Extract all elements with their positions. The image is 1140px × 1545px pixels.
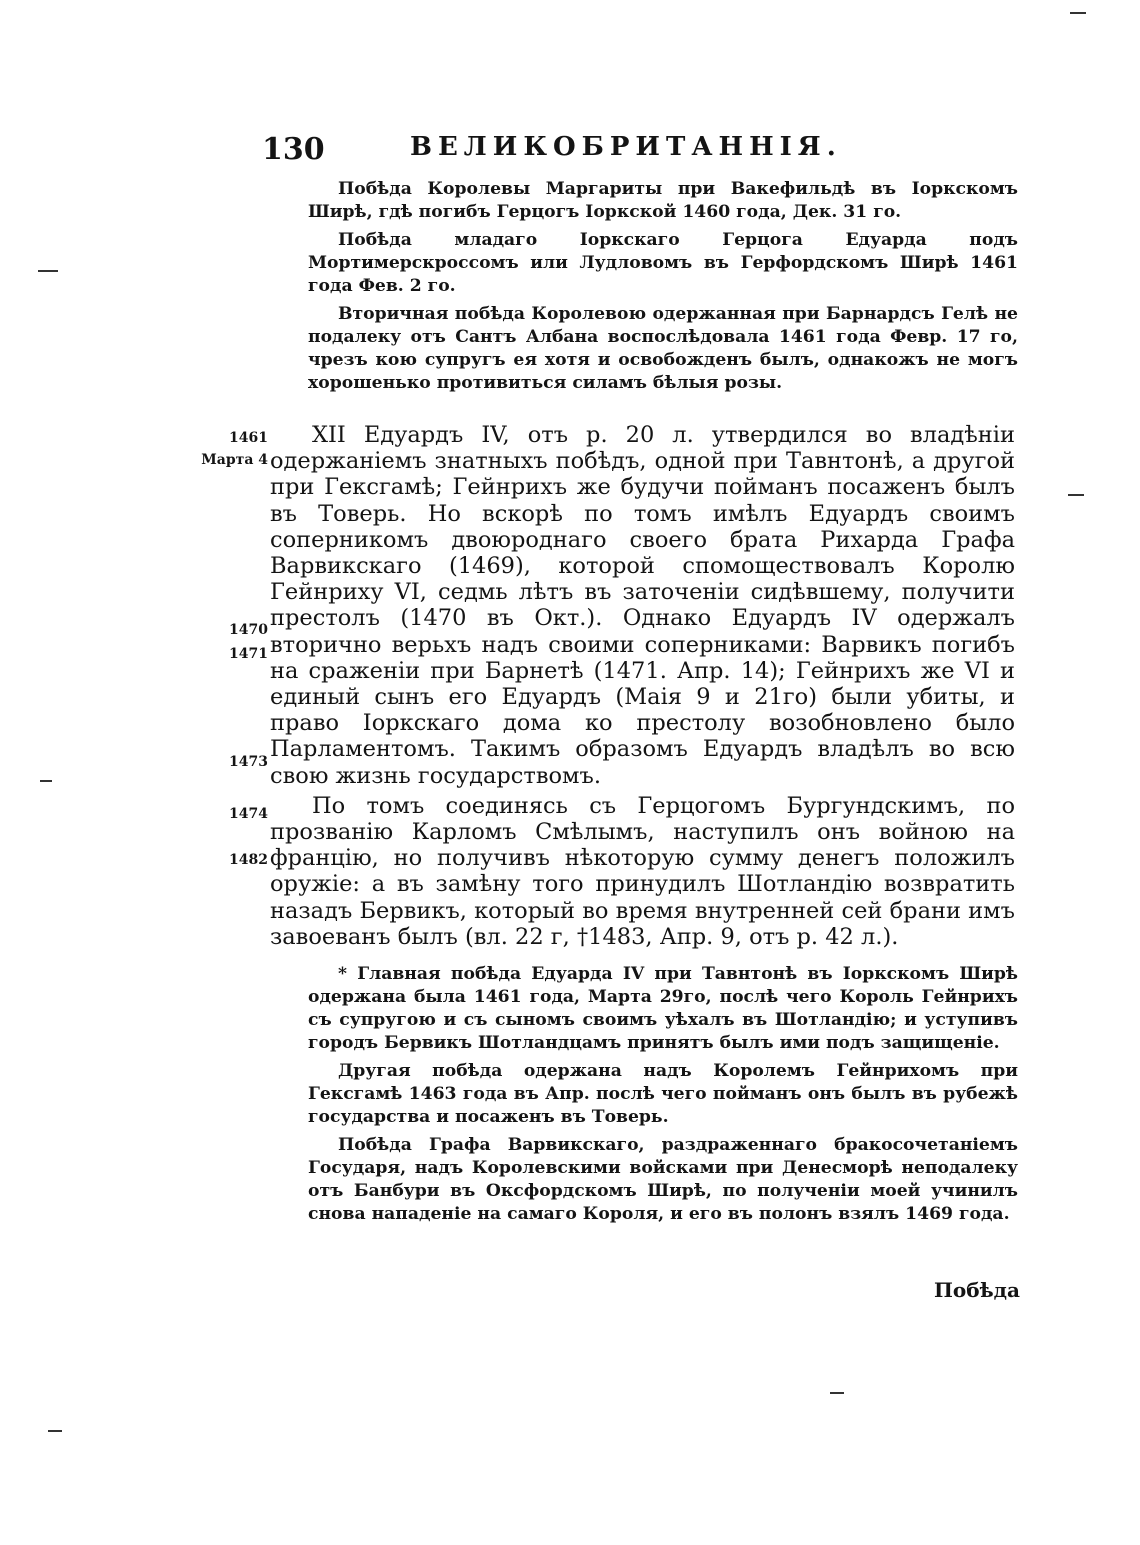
margin-year: 1473	[229, 754, 268, 770]
catchword: Побѣда	[934, 1278, 1020, 1302]
margin-year: 1474	[229, 806, 268, 822]
main-paragraph: По томъ соединясь съ Герцогомъ Бургундскимъ, по прозванію Карломъ Смѣлымъ, наступилъ онъ войною на францію, но получивъ нѣкоторую сумму денегъ положилъ оружіе: а въ замѣну того принудилъ Шотландію возвратить назадъ Бервикъ, который во время внутренней сей брани имъ завоеванъ былъ (вл. 22 г, †1483, Апр. 9, отъ р. 42 л.).	[270, 792, 1015, 950]
margin-year: 1471	[229, 646, 268, 662]
note-paragraph: Побѣда Графа Варвикскаго, раздраженнаго бракосочетаніемъ Государя, надъ Королевскими войсками при Денесморѣ неподалеку отъ Банбури въ Оксфордскомъ Ширѣ, по полученіи моей учинилъ снова нападеніе на самаго Короля, и его въ полонъ взялъ 1469 года.	[308, 1135, 1018, 1224]
margin-year: 1470	[229, 622, 268, 638]
footnotes-top	[308, 178, 1018, 400]
main-text	[270, 422, 1015, 954]
scan-speck	[38, 270, 58, 272]
note-paragraph: * Главная побѣда Едуарда IV при Тавнтонѣ въ Iоркскомъ Ширѣ одержана была 1461 года, Марта 29го, послѣ чего Король Гейнрихъ съ супругою и съ сыномъ своимъ уѣхалъ въ Шотландію; и уступивъ городъ Бервикъ Шотландцамъ принятъ былъ ими подъ защищеніе.	[308, 964, 1018, 1053]
note-paragraph: Побѣда младаго Iоркскаго Герцога Едуарда подъ Мортимерскроссомъ или Лудловомъ въ Герфордскомъ Ширѣ 1461 года Фев. 2 го.	[308, 230, 1018, 296]
margin-year: 1482	[229, 852, 268, 868]
note-paragraph: Побѣда Королевы Маргариты при Вакефильдѣ въ Iоркскомъ Ширѣ, гдѣ погибъ Герцогъ Iоркской 1460 года, Дек. 31 го.	[308, 179, 1018, 222]
page-header	[262, 128, 882, 168]
page-number: 130	[262, 132, 325, 167]
margin-year: 1461	[229, 430, 268, 446]
scan-speck	[1070, 12, 1086, 14]
scan-speck	[40, 780, 52, 782]
running-title: ВЕЛИКОБРИТАННІЯ.	[410, 132, 842, 162]
scan-speck	[830, 1392, 844, 1394]
main-paragraph: XII Едуардъ IV, отъ р. 20 л. утвердился во владѣніи одержаніемъ знатныхъ побѣдъ, одной при Тавнтонѣ, а другой при Гексгамѣ; Гейнрихъ же будучи пойманъ посаженъ былъ въ Товерь. Но вскорѣ по томъ имѣлъ Едуардъ своимъ соперникомъ двоюроднаго своего брата Рихарда Графа Варвикскаго (1469), которой спомоществовалъ Королю Гейнриху VI, седмь лѣтъ въ заточеніи сидѣвшему, получити престолъ (1470 въ Окт.). Однако Едуардъ IV одержалъ вторично верьхъ надъ своими соперниками: Варвикъ погибъ на сраженіи при Барнетѣ (1471. Апр. 14); Гейнрихъ же VI и единый сынъ его Едуардъ (Маія 9 и 21го) были убиты, и право Iоркскаго дома ко престолу возобновлено было Парламентомъ. Такимъ образомъ Едуардъ владѣлъ во всю свою жизнь государствомъ.	[270, 422, 1015, 789]
scan-speck	[1068, 494, 1084, 496]
scan-speck	[48, 1430, 62, 1432]
note-paragraph: Вторичная побѣда Королевою одержанная при Барнардсъ Гелѣ не подалеку отъ Сантъ Албана воспослѣдовала 1461 года Февр. 17 го, чрезъ кою супругъ ея хотя и освобожденъ былъ, однакожъ не могъ хорошенько противиться силамъ бѣлыя розы.	[308, 304, 1018, 393]
note-paragraph: Другая побѣда одержана надъ Королемъ Гейнрихомъ при Гексгамѣ 1463 года въ Апр. послѣ чего пойманъ онъ былъ въ рубежѣ государства и посаженъ въ Товерь.	[308, 1061, 1018, 1127]
margin-date: Марта 4	[201, 452, 268, 468]
footnotes-bottom	[308, 963, 1018, 1231]
